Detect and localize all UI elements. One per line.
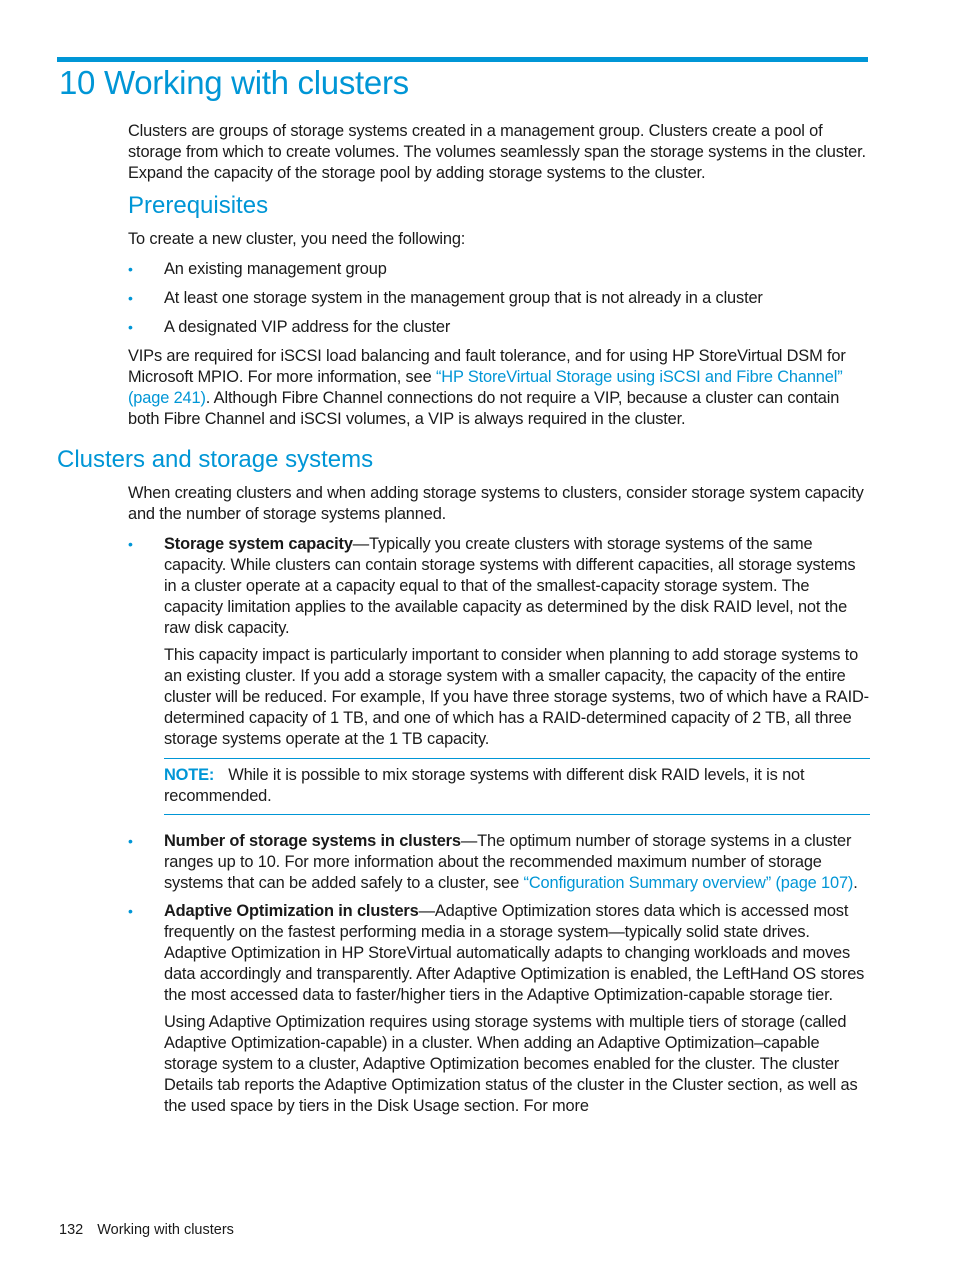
bullet-icon: • (128, 903, 133, 919)
number-term: Number of storage systems in clusters (164, 832, 461, 850)
vip-paragraph (128, 346, 870, 430)
footer-chapter-title: Working with clusters (97, 1222, 234, 1238)
list-item (128, 288, 870, 309)
note-text: While it is possible to mix storage systems with different disk RAID levels, it is not recommended. (164, 766, 805, 805)
adaptive-term: Adaptive Optimization in clusters (164, 902, 419, 920)
list-item-text: A designated VIP address for the cluster (164, 318, 451, 336)
chapter-top-rule (57, 57, 868, 62)
bullet-icon: • (128, 261, 133, 277)
note-box (164, 758, 870, 815)
vip-text-end: . Although Fibre Channel connections do not require a VIP, because a cluster can contain both Fibre Channel and iSCSI volumes, a VIP is always required in the cluster. (128, 389, 840, 428)
list-item (128, 259, 870, 280)
bullet-icon: • (128, 536, 133, 552)
chapter-title (59, 64, 409, 102)
note-label: NOTE: (164, 766, 215, 784)
capacity-impact-paragraph: This capacity impact is particularly important to consider when planning to add storage systems to an existing cluster. If you add a storage system with a smaller capacity, the capacity of the entire cluster will be reduced. For example, If you have three storage systems, two of which have a RAID-determined capacity of 1 TB, and one of which has a RAID-determined capacity of 2 TB, all three storage systems operate at the 1 TB capacity. (164, 646, 869, 748)
adaptive-usage-paragraph: Using Adaptive Optimization requires using storage systems with multiple tiers of storage (called Adaptive Optimization-capable) in a cluster. When adding an Adaptive Optimization–capable storage system to a cluster, Adaptive Optimization becomes enabled for the cluster. The cluster Details tab reports the Adaptive Optimization status of the cluster in the Cluster section, as well as the used space by tiers in the Disk Usage section. For more (164, 1013, 858, 1115)
adaptive-text: —Adaptive Optimization stores data which is accessed most frequently on the fastest performing media in a storage system—typically solid state drives. Adaptive Optimization in HP StoreVirtual automatically adapts to changing workloads and moves data accordingly and transparently. After Adaptive Optimization is enabled, the LeftHand OS stores the most accessed data to faster/higher tiers in the Adaptive Optimization-capable storage tier. (164, 902, 865, 1004)
number-paragraph (164, 831, 870, 894)
vip-text-start: VIPs are required for iSCSI load balancing and fault tolerance, and for using HP StoreVirtual DSM for Microsoft MPIO. For more information, see (128, 347, 846, 386)
clusters-storage-heading: Clusters and storage systems (57, 446, 374, 473)
bullet-icon: • (128, 319, 133, 335)
list-item (128, 317, 870, 338)
prerequisites-heading: Prerequisites (128, 192, 269, 219)
iscsi-fibre-channel-link[interactable]: “HP StoreVirtual Storage using iSCSI and Fibre Channel” (page 241) (128, 368, 843, 407)
prerequisites-lead: To create a new cluster, you need the following: (128, 230, 466, 248)
list-item-adaptive (128, 901, 870, 1117)
page-footer (59, 1222, 234, 1238)
number-text: —The optimum number of storage systems in a cluster ranges up to 10. For more information about the recommended maximum number of storage systems that can be added safely to a cluster, see (164, 832, 852, 892)
list-item-text: An existing management group (164, 260, 387, 278)
clusters-lead: When creating clusters and when adding storage systems to clusters, consider storage system capacity and the number of storage systems planned. (128, 484, 864, 523)
note-paragraph (164, 765, 870, 807)
bullet-icon: • (128, 833, 133, 849)
bullet-icon: • (128, 290, 133, 306)
capacity-paragraph (164, 534, 870, 639)
configuration-summary-link[interactable]: “Configuration Summary overview” (page 107) (523, 874, 854, 892)
chapter-title-text: Working with clusters (103, 64, 409, 101)
prerequisites-list (128, 259, 870, 338)
capacity-text: —Typically you create clusters with storage systems of the same capacity. While clusters can contain storage systems with different capacities, all storage systems in a cluster operate at a capacity equal to that of the smallest-capacity storage system. The capacity limitation applies to the available capacity as determined by the disk RAID level, not the raw disk capacity. (164, 535, 856, 637)
capacity-term: Storage system capacity (164, 535, 353, 553)
page-number: 132 (59, 1222, 84, 1238)
list-item-capacity (128, 534, 870, 815)
list-item-number (128, 831, 870, 894)
chapter-number: 10 (59, 64, 96, 101)
page-content (57, 121, 870, 1124)
clusters-considerations-list (128, 534, 870, 1117)
adaptive-paragraph (164, 901, 870, 1006)
intro-paragraph: Clusters are groups of storage systems created in a management group. Clusters create a pool of storage from which to create volumes. The volumes seamlessly span the storage systems in the cluster. Expand the capacity of the storage pool by adding storage systems to the cluster. (128, 122, 866, 182)
number-end: . (853, 874, 858, 892)
list-item-text: At least one storage system in the management group that is not already in a cluster (164, 289, 763, 307)
